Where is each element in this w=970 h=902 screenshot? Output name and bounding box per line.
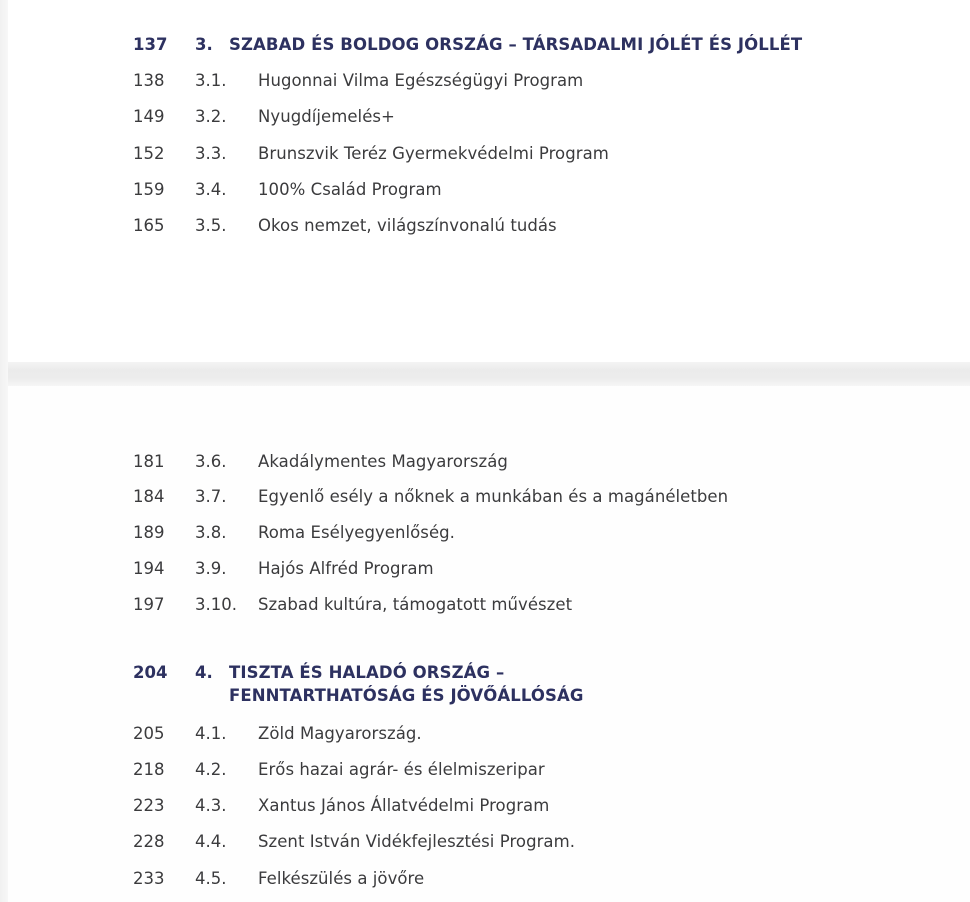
toc-section-title: Nyugdíjemelés+: [258, 107, 395, 126]
toc-chapter-number: 3.: [195, 35, 213, 54]
toc-section-title: Okos nemzet, világszínvonalú tudás: [258, 216, 557, 235]
toc-chapter-title: [229, 661, 789, 707]
toc-section-number: 3.7.: [195, 487, 227, 506]
toc-page-number: 181: [133, 452, 165, 471]
toc-section-title: Hajós Alfréd Program: [258, 559, 434, 578]
toc-page-number: 228: [133, 832, 165, 851]
toc-page-number: 184: [133, 487, 165, 506]
toc-section-number: 3.1.: [195, 71, 227, 90]
toc-page-number: 223: [133, 796, 165, 815]
toc-page-number: 205: [133, 724, 165, 743]
toc-section-title: Hugonnai Vilma Egészségügyi Program: [258, 71, 584, 90]
toc-page-number: 159: [133, 180, 165, 199]
toc-section-number: 3.9.: [195, 559, 227, 578]
toc-section-title: Roma Esélyegyenlőség.: [258, 523, 455, 542]
toc-section-title: Akadálymentes Magyarország: [258, 452, 508, 471]
toc-section-title: Erős hazai agrár- és élelmiszeripar: [258, 760, 545, 779]
toc-section-number: 4.3.: [195, 796, 227, 815]
toc-section-number: 3.8.: [195, 523, 227, 542]
toc-section-title: Xantus János Állatvédelmi Program: [258, 796, 550, 815]
toc-page-number: 165: [133, 216, 165, 235]
toc-section-title: Szent István Vidékfejlesztési Program.: [258, 832, 576, 851]
toc-section-number: 4.2.: [195, 760, 227, 779]
toc-section-number: 3.6.: [195, 452, 227, 471]
toc-chapter-title-line-1: TISZTA ÉS HALADÓ ORSZÁG –: [229, 663, 505, 682]
toc-page-number: 197: [133, 595, 165, 614]
toc-page-1: [8, 0, 970, 362]
toc-section-title: Felkészülés a jövőre: [258, 869, 425, 888]
toc-page-2: [8, 386, 970, 902]
toc-section-number: 3.4.: [195, 180, 227, 199]
toc-section-title: Zöld Magyarország.: [258, 724, 422, 743]
toc-section-title: 100% Család Program: [258, 180, 442, 199]
left-edge-strip: [0, 0, 8, 902]
toc-section-title: Szabad kultúra, támogatott művészet: [258, 595, 573, 614]
toc-chapter-title-line-2: FENNTARTHATÓSÁG ÉS JÖVŐÁLLÓSÁG: [229, 686, 584, 705]
toc-page-number: 218: [133, 760, 165, 779]
toc-page-number: 194: [133, 559, 165, 578]
toc-page-number: 137: [133, 35, 168, 54]
toc-section-number: 3.2.: [195, 107, 227, 126]
toc-section-title: Brunszvik Teréz Gyermekvédelmi Program: [258, 144, 609, 163]
toc-chapter-title: SZABAD ÉS BOLDOG ORSZÁG – TÁRSADALMI JÓLÉT ÉS JÓLLÉT: [229, 35, 803, 54]
toc-chapter-number: 4.: [195, 663, 213, 682]
toc-page-number: 138: [133, 71, 165, 90]
toc-section-number: 3.3.: [195, 144, 227, 163]
toc-page-number: 233: [133, 869, 165, 888]
toc-section-number: 4.1.: [195, 724, 227, 743]
toc-section-number: 4.4.: [195, 832, 227, 851]
toc-section-number: 3.10.: [195, 595, 237, 614]
page-break-divider: [8, 362, 970, 386]
toc-section-title: Egyenlő esély a nőknek a munkában és a magánéletben: [258, 487, 729, 506]
toc-page-number: 152: [133, 144, 165, 163]
toc-page-number: 149: [133, 107, 165, 126]
toc-page-number: 204: [133, 663, 168, 682]
toc-page-number: 189: [133, 523, 165, 542]
toc-section-number: 3.5.: [195, 216, 227, 235]
toc-section-number: 4.5.: [195, 869, 227, 888]
